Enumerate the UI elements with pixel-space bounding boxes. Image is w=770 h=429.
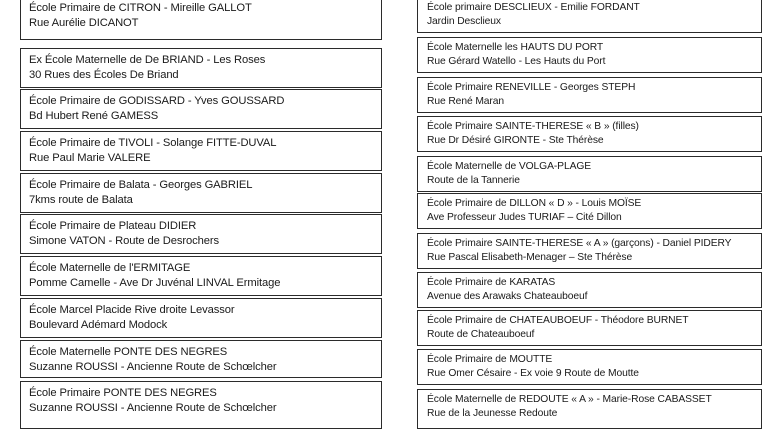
school-name: École Primaire de TIVOLI - Solange FITTE-DUVAL bbox=[29, 137, 277, 149]
school-entry bbox=[417, 156, 762, 192]
school-entry bbox=[20, 0, 382, 40]
school-entry bbox=[417, 349, 762, 385]
school-address: Suzanne ROUSSI - Ancienne Route de Schœlcher bbox=[29, 361, 277, 373]
school-address: Rue Aurélie DICANOT bbox=[29, 17, 139, 29]
school-entry bbox=[20, 381, 382, 429]
school-name: École Primaire SAINTE-THERESE « B » (filles) bbox=[427, 121, 639, 132]
school-name: École Primaire PONTE DES NEGRES bbox=[29, 387, 217, 399]
school-entry bbox=[20, 340, 382, 378]
school-entry bbox=[417, 272, 762, 308]
school-entry bbox=[417, 0, 762, 33]
school-address: Rue René Maran bbox=[427, 96, 505, 107]
school-entry bbox=[417, 77, 762, 113]
school-entry bbox=[417, 233, 762, 269]
school-address: Rue Paul Marie VALERE bbox=[29, 152, 151, 164]
school-name: École Maternelle les HAUTS DU PORT bbox=[427, 42, 604, 53]
school-name: École Primaire RENEVILLE - Georges STEPH bbox=[427, 82, 636, 93]
school-name: École Primaire de CITRON - Mireille GALLOT bbox=[29, 2, 252, 14]
school-address: Rue Gérard Watello - Les Hauts du Port bbox=[427, 56, 606, 67]
school-address: 30 Rues des Écoles De Briand bbox=[29, 69, 179, 81]
school-name: École Primaire de KARATAS bbox=[427, 277, 556, 288]
school-entry bbox=[417, 310, 762, 346]
school-entry bbox=[20, 298, 382, 338]
school-entry bbox=[20, 214, 382, 254]
school-name: École Maternelle de VOLGA-PLAGE bbox=[427, 161, 592, 172]
school-address: Simone VATON - Route de Desrochers bbox=[29, 235, 219, 247]
school-name: École Primaire de DILLON « D » - Louis MOÏSE bbox=[427, 198, 642, 209]
school-entry bbox=[417, 389, 762, 429]
school-name: École primaire DESCLIEUX - Emilie FORDANT bbox=[427, 2, 640, 13]
school-entry bbox=[20, 48, 382, 88]
school-address: Ave Professeur Judes TURIAF – Cité Dillon bbox=[427, 212, 622, 223]
school-entry bbox=[417, 37, 762, 73]
school-name: École Maternelle de REDOUTE « A » - Marie-Rose CABASSET bbox=[427, 394, 712, 405]
school-name: École Maternelle PONTE DES NEGRES bbox=[29, 346, 228, 358]
school-entry bbox=[20, 256, 382, 296]
school-name: École Marcel Placide Rive droite Levassor bbox=[29, 304, 235, 316]
school-address: 7kms route de Balata bbox=[29, 194, 133, 206]
school-address: Rue Omer Césaire - Ex voie 9 Route de Moutte bbox=[427, 368, 639, 379]
school-address: Rue de la Jeunesse Redoute bbox=[427, 408, 558, 419]
school-name: École Primaire de MOUTTE bbox=[427, 354, 553, 365]
school-entry bbox=[417, 116, 762, 152]
school-address: Route de Chateauboeuf bbox=[427, 329, 535, 340]
school-address: Suzanne ROUSSI - Ancienne Route de Schœlcher bbox=[29, 402, 277, 414]
school-entry bbox=[20, 89, 382, 129]
school-address: Rue Dr Désiré GIRONTE - Ste Thérèse bbox=[427, 135, 604, 146]
school-name: École Primaire de Balata - Georges GABRIEL bbox=[29, 179, 253, 191]
school-name: École Primaire de GODISSARD - Yves GOUSSARD bbox=[29, 95, 285, 107]
school-address: Avenue des Arawaks Chateauboeuf bbox=[427, 291, 588, 302]
school-name: École Primaire de CHATEAUBOEUF - Théodore BURNET bbox=[427, 315, 689, 326]
school-address: Jardin Desclieux bbox=[427, 16, 501, 27]
school-address: Pomme Camelle - Ave Dr Juvénal LINVAL Ermitage bbox=[29, 277, 281, 289]
school-address: Rue Pascal Elisabeth-Menager – Ste Thérèse bbox=[427, 252, 633, 263]
school-name: Ex École Maternelle de De BRIAND - Les Roses bbox=[29, 54, 266, 66]
school-entry bbox=[20, 131, 382, 171]
school-entry bbox=[20, 173, 382, 213]
school-name: École Maternelle de l'ERMITAGE bbox=[29, 262, 191, 274]
school-address: Route de la Tannerie bbox=[427, 175, 520, 186]
school-entry bbox=[417, 193, 762, 229]
school-name: École Primaire SAINTE-THERESE « A » (garçons) - Daniel PIDERY bbox=[427, 238, 732, 249]
school-address: Bd Hubert René GAMESS bbox=[29, 110, 159, 122]
school-address: Boulevard Adémard Modock bbox=[29, 319, 168, 331]
school-name: École Primaire de Plateau DIDIER bbox=[29, 220, 197, 232]
